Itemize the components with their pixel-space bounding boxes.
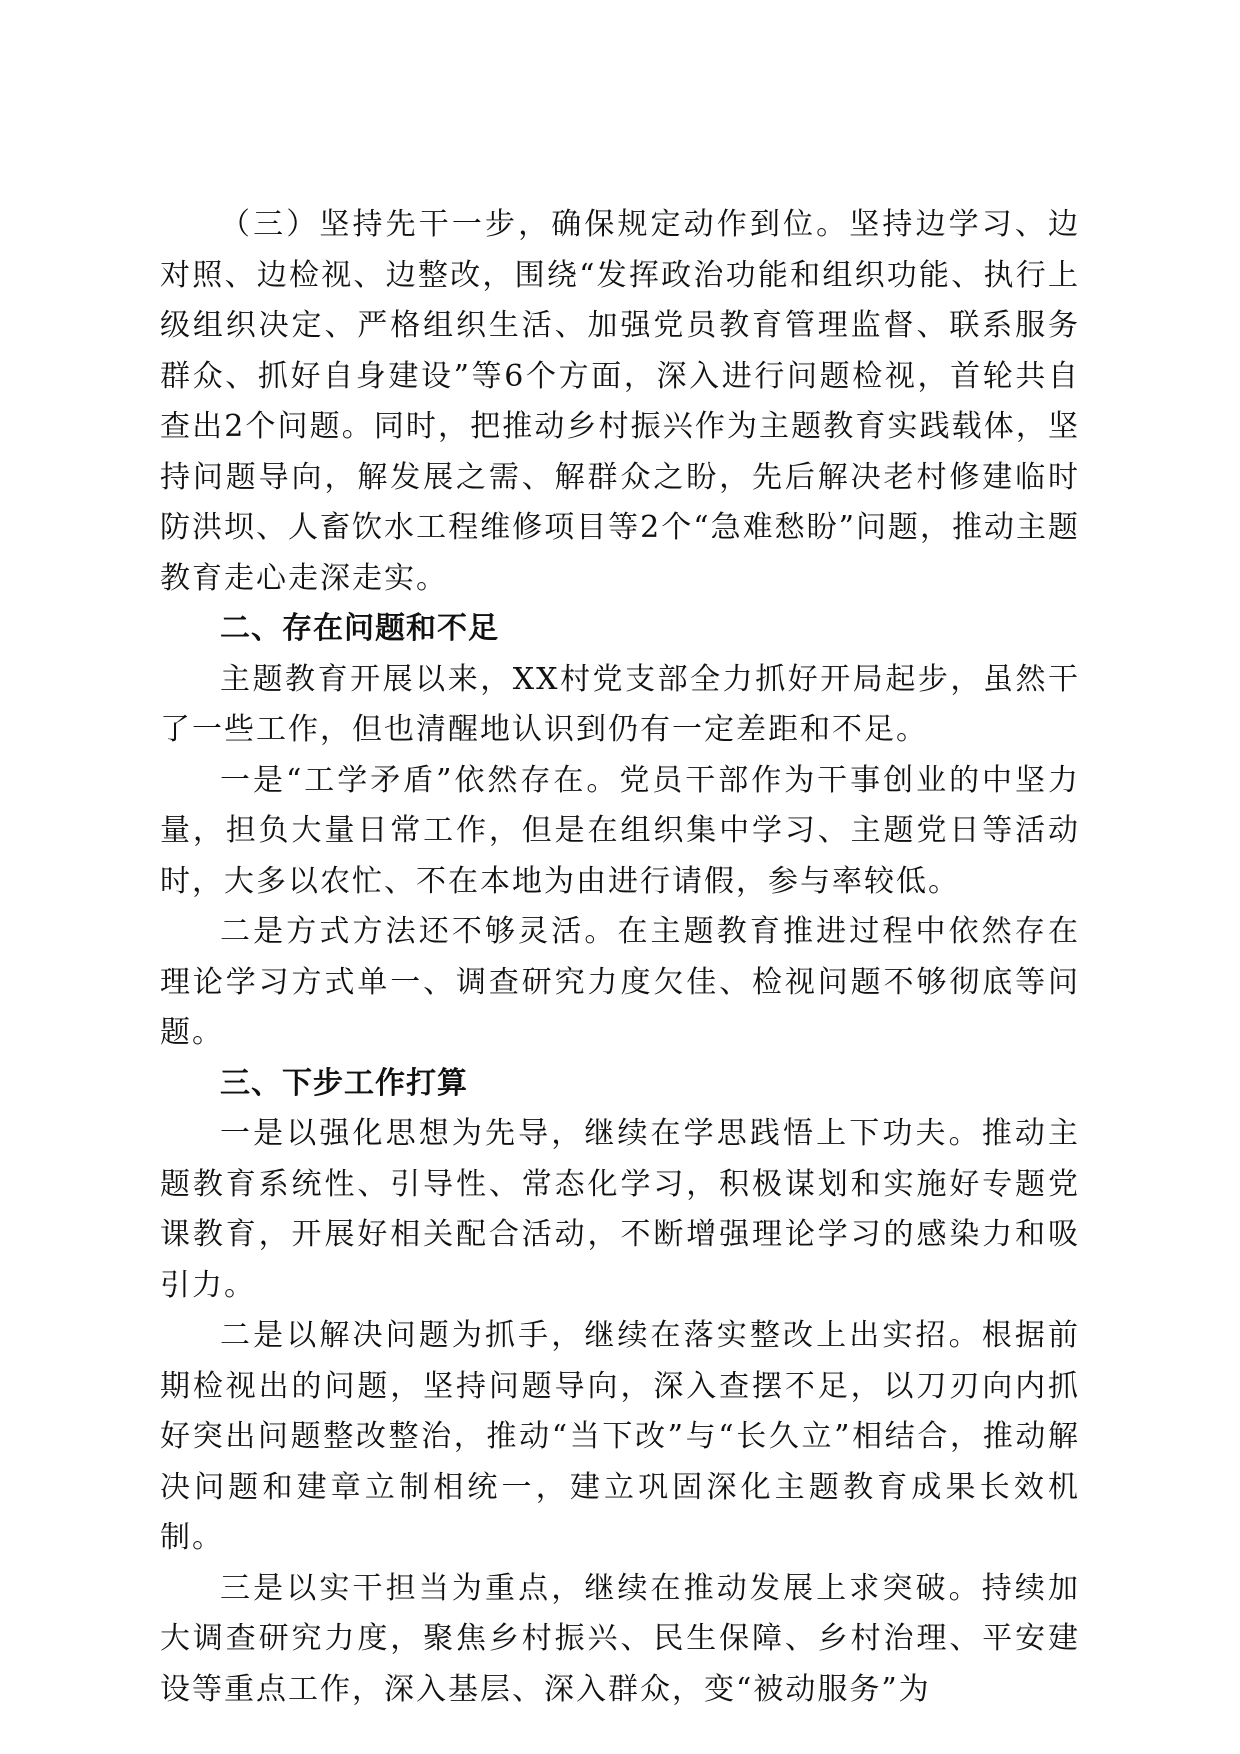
paragraph-plan-two: 二是以解决问题为抓手，继续在落实整改上出实招。根据前期检视出的问题，坚持问题导向，深入查摆不足，以刀刃向内抓好突出问题整改整治，推动“当下改”与“长久立”相结合，推动解决问题和建章立制相统一，建立巩固深化主题教育成果长效机制。: [160, 1318, 1080, 1555]
paragraph-problems-intro: 主题教育开展以来，XX村党支部全力抓好开局起步，虽然干了一些工作，但也清醒地认识到仍有一定差距和不足。: [160, 661, 1080, 747]
paragraph-plan-one: 一是以强化思想为先导，继续在学思践悟上下功夫。推动主题教育系统性、引导性、常态化学习，积极谋划和实施好专题党课教育，开展好相关配合活动，不断增强理论学习的感染力和吸引力。: [160, 1116, 1080, 1303]
document-page: [160, 200, 1080, 1715]
paragraph-problem-two: 二是方式方法还不够灵活。在主题教育推进过程中依然存在理论学习方式单一、调查研究力度欠佳、检视问题不够彻底等问题。: [160, 914, 1080, 1050]
heading-next-steps: 三、下步工作打算: [220, 1065, 468, 1101]
heading-problems: 二、存在问题和不足: [220, 611, 499, 646]
paragraph-section-three-item: （三）坚持先干一步，确保规定动作到位。坚持边学习、边对照、边检视、边整改，围绕“发挥政治功能和组织功能、执行上级组织决定、严格组织生活、加强党员教育管理监督、联系服务群众、抓好自身建设”等6个方面，深入进行问题检视，首轮共自查出2个问题。同时，把推动乡村振兴作为主题教育实践载体，坚持问题导向，解发展之需、解群众之盼，先后解决老村修建临时防洪坝、人畜饮水工程维修项目等2个“急难愁盼”问题，推动主题教育走心走深走实。: [160, 207, 1080, 596]
paragraph-plan-three: 三是以实干担当为重点，继续在推动发展上求突破。持续加大调查研究力度，聚焦乡村振兴、民生保障、乡村治理、平安建设等重点工作，深入基层、深入群众，变“被动服务”为: [160, 1570, 1080, 1707]
paragraph-problem-one: 一是“工学矛盾”依然存在。党员干部作为干事创业的中坚力量，担负大量日常工作，但是在组织集中学习、主题党日等活动时，大多以农忙、不在本地为由进行请假，参与率较低。: [160, 762, 1080, 899]
